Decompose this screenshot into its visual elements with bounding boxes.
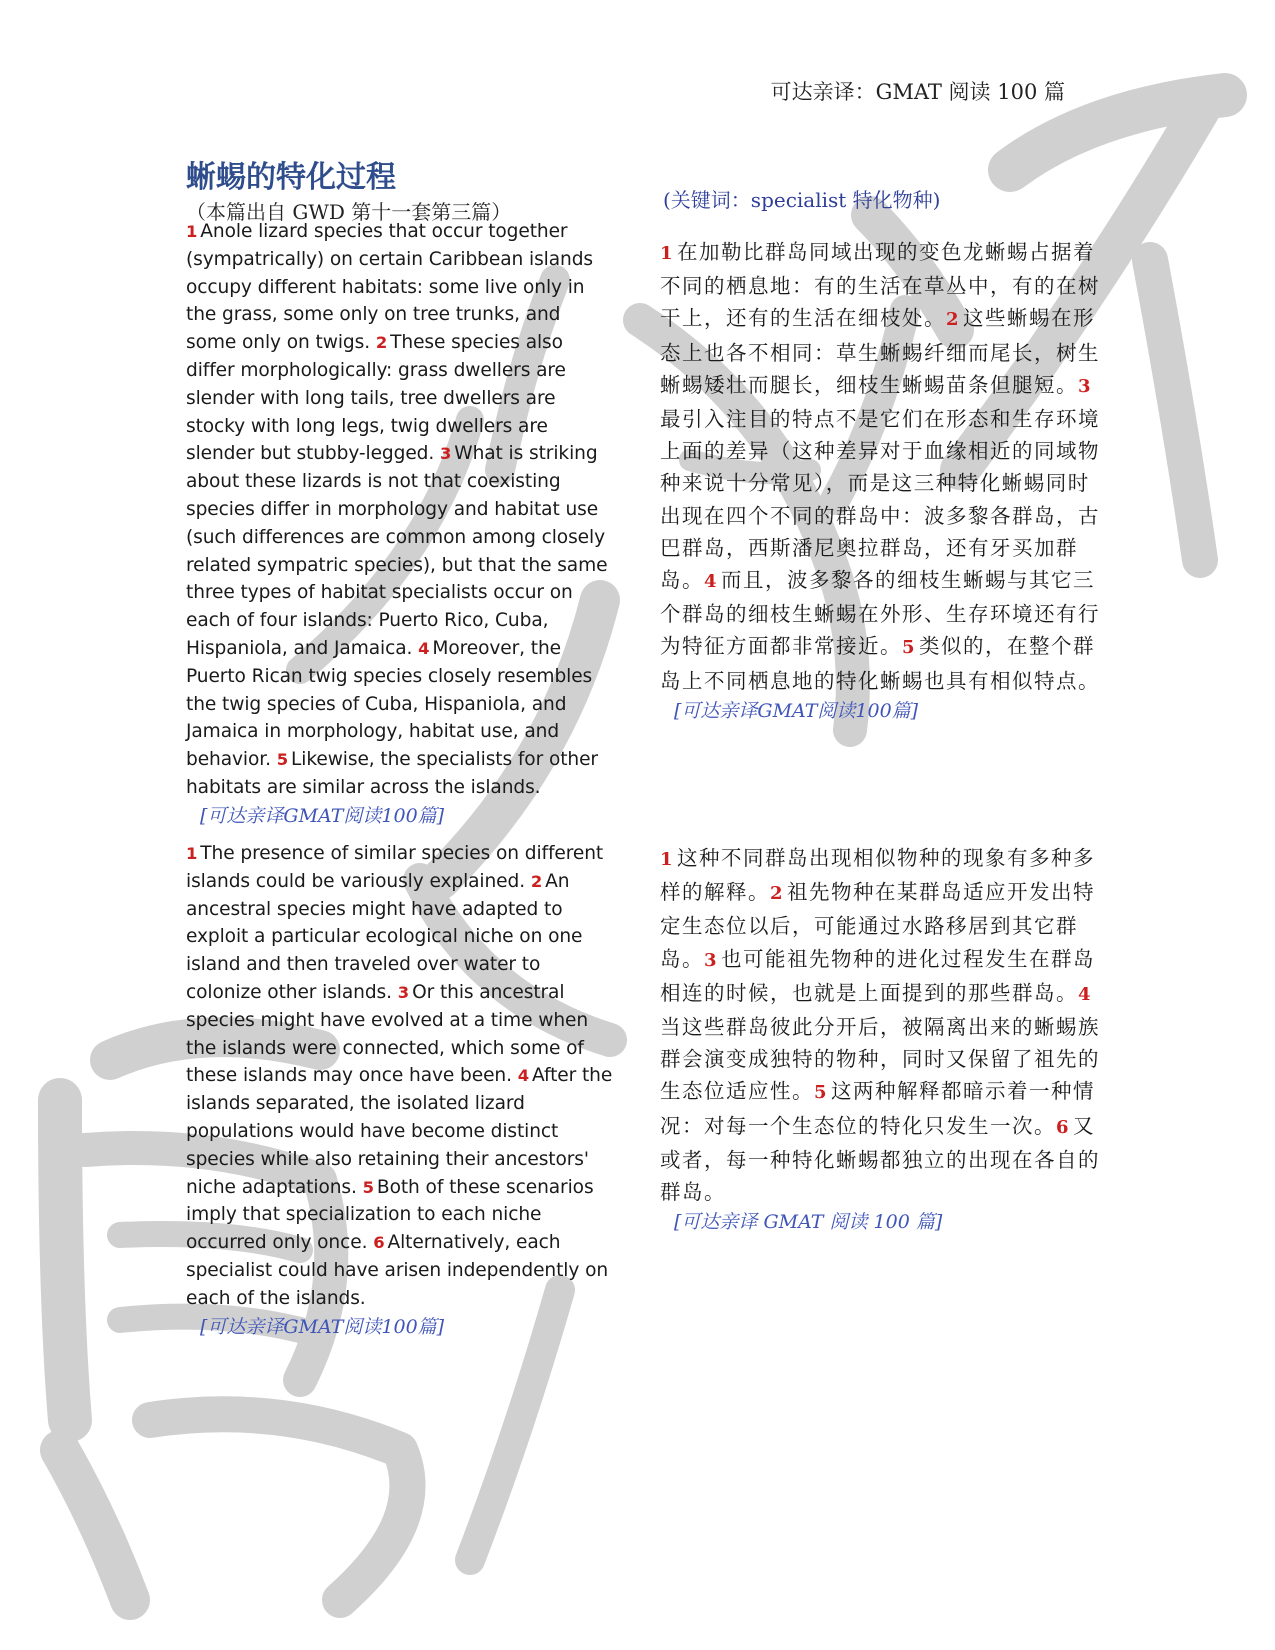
sentence-number: 1 [186,844,198,863]
sentence-text: Or this ancestral species might have evolved at a time when the islands were connected, which some of these islands may once have been. [186,981,589,1087]
english-paragraph-1 [186,218,616,830]
chinese-paragraph-1 [660,236,1105,725]
sentence-number: 6 [373,1233,385,1253]
sentence-text: Likewise, the specialists for other habitats are similar across the islands. [186,749,598,798]
sentence-number: 4 [704,571,719,593]
sentence-number: 2 [530,871,543,891]
sentence-text: 而且，波多黎各的细枝生蜥蜴与其它三个群岛的细枝生蜥蜴在外形、生存环境还有行为特征方面都非常接近。 [660,568,1100,659]
sentence-number: 2 [375,333,388,353]
keywords-label: (关键词：specialist 特化物种) [663,188,941,212]
sentence-text: 这两种解释都暗示着一种情况：对每一个生态位的特化只发生一次。 [660,1079,1096,1138]
sentence-number: 4 [517,1066,530,1086]
sentence-text: The presence of similar species on different islands could be variously explained. [186,843,604,892]
sentence-text: What is striking about these lizards is not that coexisting species differ in morphology and habitat use (such differences are common among closely related sympatric species), but that the same three types of habitat specialists occur on each of four islands: Puerto Rico, Cuba, Hispaniola, and Jamaica. [186,443,608,659]
sentence-text: 类似的，在整个群岛上不同栖息地的特化蜥蜴也具有相似特点。 [660,634,1100,693]
article-subtitle: （本篇出自 GWD 第十一套第三篇） [186,200,512,224]
sentence-number: 3 [440,444,452,464]
sentence-number: 1 [660,243,675,264]
sentence-text: 这种不同群岛出现相似物种的现象有多种多样的解释。 [660,846,1096,905]
sentence-number: 2 [946,309,961,331]
source-note: [可达亲译GMAT阅读100篇] [200,804,445,827]
sentence-number: 1 [186,222,198,241]
english-paragraph-2 [186,840,616,1341]
sentence-text: Moreover, the Puerto Rican twig species closely resembles the twig species of Cuba, Hispaniola, and Jamaica in morphology, habitat use, and behavior. [186,637,593,771]
sentence-number: 4 [1078,983,1093,1005]
running-header: 可达亲译：GMAT 阅读 100 篇 [770,80,1065,104]
sentence-number: 6 [1056,1116,1071,1138]
sentence-number: 5 [814,1082,829,1104]
sentence-text: 当这些群岛彼此分开后，被隔离出来的蜥蜴族群会演变成独特的物种，同时又保留了祖先的生态位适应性。 [660,1015,1100,1104]
sentence-text: 又或者，每一种特化蜥蜴都独立的出现在各自的群岛。 [660,1113,1100,1205]
sentence-text: 最引入注目的特点不是它们在形态和生存环境上面的差异（这种差异对于血缘相近的同域物种来说十分常见），而是这三种特化蜥蜴同时出现在四个不同的群岛中：波多黎各群岛，古巴群岛，西斯潘尼奥拉群岛，还有牙买加群岛。 [660,407,1100,593]
sentence-text: After the islands separated, the isolated lizard populations would have become distinct species while also retaining their ancestors' niche adaptations. [186,1065,613,1198]
sentence-number: 5 [276,750,289,770]
sentence-text: An ancestral species might have adapted to exploit a particular ecological niche on one island and then traveled over water to colonize other islands. [186,870,583,1003]
sentence-text: 在加勒比群岛同域出现的变色龙蜥蜴占据着不同的栖息地：有的生活在草丛中，有的在树干上，还有的生活在细枝处。 [660,240,1100,331]
sentence-text: Anole lizard species that occur together (sympatrically) on certain Caribbean islands occupy different habitats: some live only in the grass, some only on tree trunks, and some only on twigs. [186,221,594,354]
source-note: [可达亲译GMAT阅读100篇] [200,1315,445,1338]
sentence-text: Both of these scenarios imply that specialization to each niche occurred only once. [186,1176,594,1254]
sentence-number: 3 [704,949,719,971]
sentence-text: 也可能祖先物种的进化过程发生在群岛相连的时候，也就是上面提到的那些群岛。 [660,946,1096,1005]
source-note: [可达亲译GMAT阅读100篇] [674,699,919,722]
sentence-number: 1 [660,849,675,870]
sentence-text: 这些蜥蜴在形态上也各不相同：草生蜥蜴纤细而尾长，树生蜥蜴矮壮而腿长，细枝生蜥蜴苗条但腿短。 [660,306,1100,397]
sentence-text: 祖先物种在某群岛适应开发出特定生态位以后，可能通过水路移居到其它群岛。 [660,880,1096,971]
sentence-number: 3 [1078,375,1093,397]
sentence-text: Alternatively, each specialist could have arisen independently on each of the islands. [186,1232,609,1309]
sentence-text: These species also differ morphologically: grass dwellers are slender with long tails, tree dwellers are stocky with long legs, twig dwellers are slender but stubby-legged. [186,332,566,465]
sentence-number: 2 [770,883,785,905]
sentence-number: 3 [397,982,410,1002]
sentence-number: 5 [362,1177,374,1197]
chinese-paragraph-2 [660,842,1105,1236]
sentence-number: 4 [418,638,430,658]
article-title: 蜥蜴的特化过程 [186,160,396,195]
sentence-number: 5 [902,637,917,659]
source-note: [可达亲译 GMAT 阅读 100 篇] [674,1211,943,1234]
